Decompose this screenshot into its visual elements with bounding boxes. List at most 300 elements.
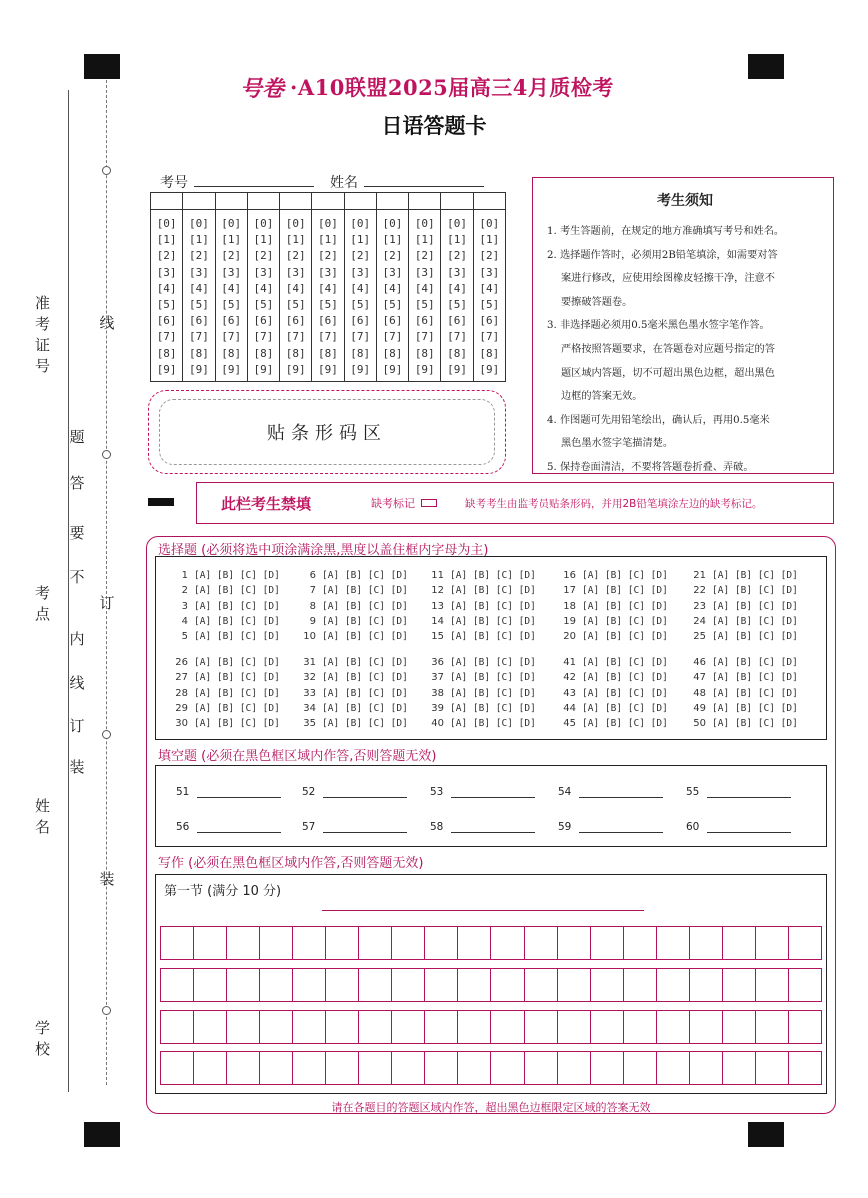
writing-grid-cell[interactable] <box>227 1011 260 1043</box>
digit-bubble[interactable]: [7] <box>447 330 467 344</box>
writing-grid-cell[interactable] <box>425 1011 458 1043</box>
choice-options[interactable]: [A] [B] [C] [D] <box>712 702 798 714</box>
digit-bubble[interactable]: [3] <box>318 265 338 279</box>
writing-grid-cell[interactable] <box>525 969 558 1001</box>
writing-grid-cell[interactable] <box>591 1052 624 1084</box>
digit-bubble[interactable]: [0] <box>253 217 274 230</box>
choice-question[interactable] <box>690 616 798 627</box>
blank-answer-line[interactable] <box>197 788 281 798</box>
digit-bubble[interactable]: [4] <box>188 281 209 295</box>
digit-bubble[interactable]: [9] <box>156 362 177 376</box>
writing-grid-cell[interactable] <box>690 1011 723 1043</box>
choice-question[interactable] <box>560 657 668 668</box>
digit-bubble[interactable]: [5] <box>350 297 371 311</box>
choice-question[interactable] <box>172 688 280 699</box>
digit-bubble[interactable]: [2] <box>156 249 177 263</box>
choice-options[interactable]: [A] [B] [C] [D] <box>322 672 408 684</box>
digit-bubble[interactable]: [1] <box>285 233 306 247</box>
choice-question[interactable] <box>172 718 280 729</box>
writing-grid-cell[interactable] <box>194 1052 227 1084</box>
choice-question[interactable] <box>560 672 668 683</box>
choice-question[interactable] <box>428 718 536 729</box>
exam-number-digit-box[interactable] <box>312 193 343 210</box>
choice-options[interactable]: [A] [B] [C] [D] <box>712 631 798 643</box>
exam-number-digit-box[interactable] <box>441 193 472 210</box>
exam-number-digit-box[interactable] <box>151 193 182 210</box>
digit-bubble[interactable]: [4] <box>447 281 467 295</box>
digit-bubble[interactable]: [9] <box>479 362 500 376</box>
choice-question[interactable] <box>428 657 536 668</box>
choice-options[interactable]: [A] [B] [C] [D] <box>194 657 280 668</box>
digit-bubble[interactable]: [3] <box>350 265 371 279</box>
writing-grid-cell[interactable] <box>591 969 624 1001</box>
choice-question[interactable] <box>560 601 668 612</box>
choice-options[interactable]: [A] [B] [C] [D] <box>194 570 280 581</box>
digit-bubble[interactable]: [3] <box>447 265 467 279</box>
writing-grid-cell[interactable] <box>756 927 789 959</box>
digit-bubble[interactable]: [9] <box>447 362 467 376</box>
writing-grid-cell[interactable] <box>657 1052 690 1084</box>
choice-question[interactable] <box>690 703 798 714</box>
choice-options[interactable]: [A] [B] [C] [D] <box>322 631 408 643</box>
writing-grid-cell[interactable] <box>425 1052 458 1084</box>
writing-grid-cell[interactable] <box>723 927 756 959</box>
writing-grid-cell[interactable] <box>458 927 491 959</box>
writing-grid-cell[interactable] <box>491 969 524 1001</box>
choice-options[interactable]: [A] [B] [C] [D] <box>194 702 280 714</box>
writing-grid-cell[interactable] <box>392 1052 425 1084</box>
digit-bubble[interactable]: [6] <box>188 314 209 328</box>
choice-question[interactable] <box>690 601 798 612</box>
writing-grid-cell[interactable] <box>260 969 293 1001</box>
writing-grid-cell[interactable] <box>591 927 624 959</box>
writing-grid-cell[interactable] <box>161 969 194 1001</box>
digit-bubble[interactable]: [1] <box>479 233 500 247</box>
digit-bubble[interactable]: [8] <box>318 346 338 360</box>
choice-question[interactable] <box>428 703 536 714</box>
exam-number-digit-box[interactable] <box>474 193 505 210</box>
exam-number-field[interactable] <box>194 173 314 187</box>
digit-bubble[interactable]: [4] <box>350 281 371 295</box>
choice-options[interactable]: [A] [B] [C] [D] <box>582 585 668 597</box>
digit-bubble[interactable]: [5] <box>447 297 467 311</box>
digit-bubble[interactable]: [9] <box>350 362 371 376</box>
choice-question[interactable] <box>172 657 280 668</box>
writing-grid-cell[interactable] <box>359 1011 392 1043</box>
choice-options[interactable]: [A] [B] [C] [D] <box>322 585 408 597</box>
blank-answer-line[interactable] <box>451 823 535 833</box>
choice-options[interactable]: [A] [B] [C] [D] <box>322 687 408 699</box>
digit-bubble[interactable]: [0] <box>382 217 403 230</box>
writing-grid-cell[interactable] <box>227 927 260 959</box>
digit-bubble[interactable]: [4] <box>221 281 242 295</box>
choice-options[interactable]: [A] [B] [C] [D] <box>450 672 536 684</box>
exam-number-digit-box[interactable] <box>183 193 214 210</box>
choice-options[interactable]: [A] [B] [C] [D] <box>194 672 280 684</box>
digit-bubble[interactable]: [6] <box>285 314 306 328</box>
exam-number-digit-box[interactable] <box>377 193 408 210</box>
digit-bubble[interactable]: [3] <box>156 265 177 279</box>
digit-bubble[interactable]: [0] <box>221 217 242 230</box>
digit-bubble[interactable]: [2] <box>221 249 242 263</box>
digit-bubble[interactable]: [9] <box>188 362 209 376</box>
choice-options[interactable]: [A] [B] [C] [D] <box>194 631 280 643</box>
blank-answer-line[interactable] <box>579 823 663 833</box>
exam-number-digit-box[interactable] <box>248 193 279 210</box>
writing-grid-cell[interactable] <box>525 1052 558 1084</box>
digit-bubble[interactable]: [8] <box>285 346 306 360</box>
choice-options[interactable]: [A] [B] [C] [D] <box>450 600 536 612</box>
digit-bubble[interactable]: [4] <box>285 281 306 295</box>
choice-question[interactable] <box>428 616 536 627</box>
digit-bubble[interactable]: [7] <box>318 330 338 344</box>
choice-options[interactable]: [A] [B] [C] [D] <box>712 615 798 627</box>
writing-grid-cell[interactable] <box>591 1011 624 1043</box>
choice-options[interactable]: [A] [B] [C] [D] <box>450 615 536 627</box>
writing-grid-cell[interactable] <box>690 927 723 959</box>
digit-bubble[interactable]: [4] <box>382 281 403 295</box>
digit-bubble[interactable]: [5] <box>188 297 209 311</box>
choice-options[interactable]: [A] [B] [C] [D] <box>322 600 408 612</box>
writing-grid-cell[interactable] <box>359 927 392 959</box>
choice-options[interactable]: [A] [B] [C] [D] <box>194 718 280 730</box>
choice-options[interactable]: [A] [B] [C] [D] <box>712 570 798 581</box>
digit-bubble[interactable]: [5] <box>285 297 306 311</box>
digit-bubble[interactable]: [8] <box>382 346 403 360</box>
choice-options[interactable]: [A] [B] [C] [D] <box>194 600 280 612</box>
digit-bubble[interactable]: [9] <box>221 362 242 376</box>
writing-grid-cell[interactable] <box>359 969 392 1001</box>
writing-grid-cell[interactable] <box>392 1011 425 1043</box>
digit-bubble[interactable]: [9] <box>318 362 338 376</box>
choice-question[interactable] <box>690 718 798 729</box>
writing-grid-cell[interactable] <box>624 1052 657 1084</box>
digit-bubble[interactable]: [6] <box>221 314 242 328</box>
writing-grid-cell[interactable] <box>756 1052 789 1084</box>
choice-question[interactable] <box>690 585 798 596</box>
writing-grid-cell[interactable] <box>789 927 821 959</box>
writing-grid-cell[interactable] <box>392 969 425 1001</box>
digit-bubble[interactable]: [2] <box>414 249 435 263</box>
digit-bubble[interactable]: [7] <box>479 330 500 344</box>
writing-grid-cell[interactable] <box>458 969 491 1001</box>
choice-options[interactable]: [A] [B] [C] [D] <box>322 570 408 581</box>
digit-bubble[interactable]: [3] <box>285 265 306 279</box>
choice-question[interactable] <box>560 703 668 714</box>
digit-bubble[interactable]: [9] <box>414 362 435 376</box>
writing-grid-cell[interactable] <box>491 1011 524 1043</box>
choice-options[interactable]: [A] [B] [C] [D] <box>582 718 668 730</box>
choice-question[interactable] <box>560 718 668 729</box>
choice-options[interactable]: [A] [B] [C] [D] <box>194 687 280 699</box>
choice-options[interactable]: [A] [B] [C] [D] <box>712 585 798 597</box>
choice-options[interactable]: [A] [B] [C] [D] <box>194 585 280 597</box>
choice-question[interactable] <box>428 631 536 642</box>
choice-question[interactable] <box>300 718 408 729</box>
writing-grid-cell[interactable] <box>624 969 657 1001</box>
digit-bubble[interactable]: [8] <box>188 346 209 360</box>
digit-bubble[interactable]: [5] <box>479 297 500 311</box>
choice-options[interactable]: [A] [B] [C] [D] <box>450 687 536 699</box>
choice-question[interactable] <box>172 570 280 581</box>
choice-options[interactable]: [A] [B] [C] [D] <box>450 702 536 714</box>
choice-options[interactable]: [A] [B] [C] [D] <box>712 687 798 699</box>
digit-bubble[interactable]: [2] <box>318 249 338 263</box>
digit-bubble[interactable]: [6] <box>414 314 435 328</box>
choice-question[interactable] <box>428 570 536 581</box>
digit-bubble[interactable]: [6] <box>318 314 338 328</box>
choice-question[interactable] <box>300 616 408 627</box>
writing-grid-cell[interactable] <box>161 1052 194 1084</box>
digit-bubble[interactable]: [2] <box>285 249 306 263</box>
choice-question[interactable] <box>428 601 536 612</box>
digit-bubble[interactable]: [3] <box>414 265 435 279</box>
choice-question[interactable] <box>690 672 798 683</box>
choice-question[interactable] <box>300 672 408 683</box>
writing-grid-cell[interactable] <box>525 927 558 959</box>
choice-options[interactable]: [A] [B] [C] [D] <box>582 631 668 643</box>
digit-bubble[interactable]: [3] <box>221 265 242 279</box>
writing-grid-cell[interactable] <box>491 1052 524 1084</box>
digit-bubble[interactable]: [0] <box>414 217 435 230</box>
writing-grid-cell[interactable] <box>723 1011 756 1043</box>
name-field[interactable] <box>364 173 484 187</box>
digit-bubble[interactable]: [1] <box>156 233 177 247</box>
choice-options[interactable]: [A] [B] [C] [D] <box>194 615 280 627</box>
choice-options[interactable]: [A] [B] [C] [D] <box>712 657 798 668</box>
digit-bubble[interactable]: [1] <box>382 233 403 247</box>
writing-grid-cell[interactable] <box>657 969 690 1001</box>
digit-bubble[interactable]: [7] <box>221 330 242 344</box>
exam-number-digit-box[interactable] <box>345 193 376 210</box>
digit-bubble[interactable]: [2] <box>479 249 500 263</box>
choice-options[interactable]: [A] [B] [C] [D] <box>322 657 408 668</box>
digit-bubble[interactable]: [1] <box>221 233 242 247</box>
digit-bubble[interactable]: [9] <box>285 362 306 376</box>
digit-bubble[interactable]: [7] <box>285 330 306 344</box>
digit-bubble[interactable]: [4] <box>318 281 338 295</box>
digit-bubble[interactable]: [3] <box>253 265 274 279</box>
digit-bubble[interactable]: [8] <box>156 346 177 360</box>
blank-answer-line[interactable] <box>579 788 663 798</box>
digit-bubble[interactable]: [6] <box>479 314 500 328</box>
digit-bubble[interactable]: [8] <box>253 346 274 360</box>
blank-answer-line[interactable] <box>451 788 535 798</box>
digit-bubble[interactable]: [3] <box>479 265 500 279</box>
digit-bubble[interactable]: [2] <box>188 249 209 263</box>
digit-bubble[interactable]: [9] <box>382 362 403 376</box>
digit-bubble[interactable]: [8] <box>414 346 435 360</box>
digit-bubble[interactable]: [5] <box>382 297 403 311</box>
writing-grid-cell[interactable] <box>293 1052 326 1084</box>
choice-question[interactable] <box>690 631 798 642</box>
digit-bubble[interactable]: [5] <box>221 297 242 311</box>
digit-bubble[interactable]: [1] <box>447 233 467 247</box>
writing-topic-line[interactable] <box>322 910 644 911</box>
digit-bubble[interactable]: [0] <box>156 217 177 230</box>
digit-bubble[interactable]: [4] <box>156 281 177 295</box>
digit-bubble[interactable]: [2] <box>350 249 371 263</box>
choice-options[interactable]: [A] [B] [C] [D] <box>322 702 408 714</box>
choice-options[interactable]: [A] [B] [C] [D] <box>450 657 536 668</box>
choice-options[interactable]: [A] [B] [C] [D] <box>450 631 536 643</box>
writing-grid-cell[interactable] <box>756 1011 789 1043</box>
digit-bubble[interactable]: [7] <box>414 330 435 344</box>
digit-bubble[interactable]: [6] <box>350 314 371 328</box>
digit-bubble[interactable]: [1] <box>318 233 338 247</box>
writing-grid-cell[interactable] <box>525 1011 558 1043</box>
writing-grid-cell[interactable] <box>789 969 821 1001</box>
choice-question[interactable] <box>300 585 408 596</box>
choice-question[interactable] <box>172 631 280 642</box>
digit-bubble[interactable]: [0] <box>447 217 467 230</box>
digit-bubble[interactable]: [0] <box>479 217 500 230</box>
writing-grid-cell[interactable] <box>558 927 591 959</box>
choice-question[interactable] <box>300 631 408 642</box>
choice-question[interactable] <box>428 672 536 683</box>
choice-question[interactable] <box>560 616 668 627</box>
choice-options[interactable]: [A] [B] [C] [D] <box>582 672 668 684</box>
digit-bubble[interactable]: [8] <box>479 346 500 360</box>
writing-grid-cell[interactable] <box>657 1011 690 1043</box>
choice-options[interactable]: [A] [B] [C] [D] <box>582 657 668 668</box>
choice-question[interactable] <box>690 657 798 668</box>
writing-grid-cell[interactable] <box>293 927 326 959</box>
digit-bubble[interactable]: [5] <box>414 297 435 311</box>
writing-grid-cell[interactable] <box>260 1011 293 1043</box>
choice-question[interactable] <box>300 703 408 714</box>
blank-answer-line[interactable] <box>323 788 407 798</box>
writing-grid-cell[interactable] <box>789 1052 821 1084</box>
digit-bubble[interactable]: [0] <box>285 217 306 230</box>
digit-bubble[interactable]: [1] <box>188 233 209 247</box>
writing-grid-cell[interactable] <box>359 1052 392 1084</box>
choice-options[interactable]: [A] [B] [C] [D] <box>322 615 408 627</box>
digit-bubble[interactable]: [1] <box>414 233 435 247</box>
writing-grid-cell[interactable] <box>227 1052 260 1084</box>
digit-bubble[interactable]: [2] <box>447 249 467 263</box>
choice-question[interactable] <box>172 601 280 612</box>
digit-bubble[interactable]: [0] <box>318 217 338 230</box>
choice-options[interactable]: [A] [B] [C] [D] <box>712 600 798 612</box>
choice-question[interactable] <box>300 601 408 612</box>
choice-options[interactable]: [A] [B] [C] [D] <box>582 600 668 612</box>
digit-bubble[interactable]: [1] <box>253 233 274 247</box>
digit-bubble[interactable]: [5] <box>253 297 274 311</box>
choice-options[interactable]: [A] [B] [C] [D] <box>322 718 408 730</box>
writing-grid-cell[interactable] <box>260 927 293 959</box>
writing-grid-cell[interactable] <box>194 969 227 1001</box>
digit-bubble[interactable]: [6] <box>156 314 177 328</box>
digit-bubble[interactable]: [6] <box>447 314 467 328</box>
choice-options[interactable]: [A] [B] [C] [D] <box>450 718 536 730</box>
exam-number-digit-box[interactable] <box>280 193 311 210</box>
choice-question[interactable] <box>560 631 668 642</box>
writing-grid-cell[interactable] <box>194 1011 227 1043</box>
writing-grid-cell[interactable] <box>326 969 359 1001</box>
digit-bubble[interactable]: [8] <box>221 346 242 360</box>
writing-grid-cell[interactable] <box>723 969 756 1001</box>
writing-grid-cell[interactable] <box>392 927 425 959</box>
blank-answer-line[interactable] <box>197 823 281 833</box>
digit-bubble[interactable]: [5] <box>318 297 338 311</box>
exam-number-digit-box[interactable] <box>409 193 440 210</box>
choice-options[interactable]: [A] [B] [C] [D] <box>582 702 668 714</box>
choice-question[interactable] <box>560 570 668 581</box>
digit-bubble[interactable]: [4] <box>414 281 435 295</box>
writing-grid-cell[interactable] <box>326 927 359 959</box>
absent-mark-box[interactable] <box>421 499 437 507</box>
digit-bubble[interactable]: [8] <box>447 346 467 360</box>
digit-bubble[interactable]: [2] <box>253 249 274 263</box>
writing-grid-cell[interactable] <box>425 969 458 1001</box>
writing-grid-cell[interactable] <box>293 1011 326 1043</box>
digit-bubble[interactable]: [7] <box>156 330 177 344</box>
choice-question[interactable] <box>172 672 280 683</box>
choice-question[interactable] <box>690 688 798 699</box>
choice-options[interactable]: [A] [B] [C] [D] <box>582 687 668 699</box>
choice-question[interactable] <box>172 703 280 714</box>
digit-bubble[interactable]: [0] <box>188 217 209 230</box>
digit-bubble[interactable]: [6] <box>382 314 403 328</box>
digit-bubble[interactable]: [7] <box>350 330 371 344</box>
choice-question[interactable] <box>300 657 408 668</box>
digit-bubble[interactable]: [2] <box>382 249 403 263</box>
choice-question[interactable] <box>560 688 668 699</box>
writing-grid-cell[interactable] <box>227 969 260 1001</box>
choice-question[interactable] <box>428 585 536 596</box>
writing-grid-cell[interactable] <box>558 1052 591 1084</box>
choice-question[interactable] <box>560 585 668 596</box>
writing-grid-cell[interactable] <box>756 969 789 1001</box>
writing-grid-cell[interactable] <box>723 1052 756 1084</box>
choice-options[interactable]: [A] [B] [C] [D] <box>450 585 536 597</box>
choice-question[interactable] <box>690 570 798 581</box>
writing-grid-cell[interactable] <box>326 1052 359 1084</box>
digit-bubble[interactable]: [5] <box>156 297 177 311</box>
exam-number-digit-box[interactable] <box>216 193 247 210</box>
choice-question[interactable] <box>172 616 280 627</box>
writing-grid-cell[interactable] <box>326 1011 359 1043</box>
digit-bubble[interactable]: [4] <box>253 281 274 295</box>
writing-grid-cell[interactable] <box>624 927 657 959</box>
digit-bubble[interactable]: [0] <box>350 217 371 230</box>
blank-answer-line[interactable] <box>323 823 407 833</box>
digit-bubble[interactable]: [3] <box>382 265 403 279</box>
writing-grid-cell[interactable] <box>194 927 227 959</box>
choice-question[interactable] <box>428 688 536 699</box>
writing-grid-cell[interactable] <box>458 1052 491 1084</box>
choice-options[interactable]: [A] [B] [C] [D] <box>582 615 668 627</box>
writing-grid-cell[interactable] <box>161 1011 194 1043</box>
writing-grid-cell[interactable] <box>425 927 458 959</box>
choice-options[interactable]: [A] [B] [C] [D] <box>450 570 536 581</box>
digit-bubble[interactable]: [4] <box>479 281 500 295</box>
choice-question[interactable] <box>300 688 408 699</box>
choice-question[interactable] <box>172 585 280 596</box>
writing-grid-cell[interactable] <box>293 969 326 1001</box>
choice-options[interactable]: [A] [B] [C] [D] <box>582 570 668 581</box>
choice-options[interactable]: [A] [B] [C] [D] <box>712 672 798 684</box>
writing-grid-cell[interactable] <box>690 969 723 1001</box>
digit-bubble[interactable]: [6] <box>253 314 274 328</box>
digit-bubble[interactable]: [7] <box>253 330 274 344</box>
digit-bubble[interactable]: [7] <box>382 330 403 344</box>
writing-grid-cell[interactable] <box>789 1011 821 1043</box>
choice-question[interactable] <box>300 570 408 581</box>
digit-bubble[interactable]: [1] <box>350 233 371 247</box>
writing-grid-cell[interactable] <box>690 1052 723 1084</box>
